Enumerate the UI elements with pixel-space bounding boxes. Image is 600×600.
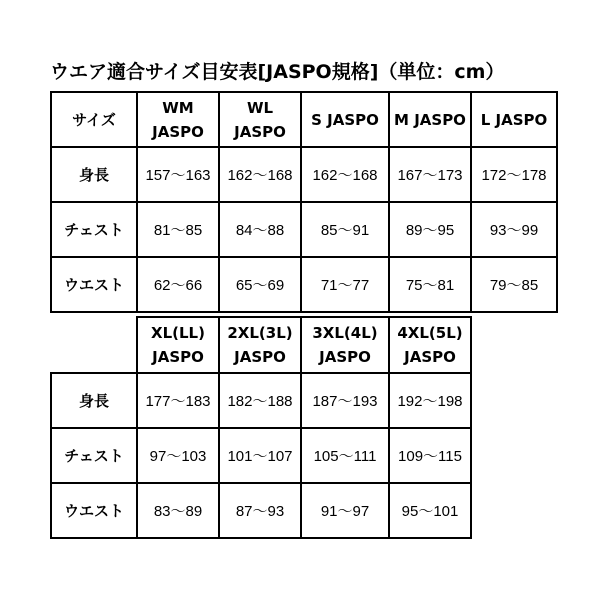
header-line-2: JASPO	[234, 122, 286, 141]
size-header-xl	[137, 317, 219, 373]
table-row	[51, 257, 557, 312]
table-cell: 162〜168	[219, 147, 301, 202]
row-label-height: 身長	[51, 373, 137, 428]
size-header-4xl	[389, 317, 471, 373]
table-cell: 91〜97	[301, 483, 389, 538]
table-cell: 81〜85	[137, 202, 219, 257]
table-row	[51, 202, 557, 257]
header-line-2: JASPO	[234, 348, 286, 366]
header-line-2: JASPO	[152, 122, 204, 141]
row-label-height: 身長	[51, 147, 137, 202]
table-cell: 192〜198	[389, 373, 471, 428]
table-cell: 62〜66	[137, 257, 219, 312]
header-row	[51, 317, 471, 373]
table-cell: 187〜193	[301, 373, 389, 428]
header-line-2: JASPO	[404, 348, 456, 366]
size-header-s: S JASPO	[301, 92, 389, 147]
row-label-waist: ウエスト	[51, 257, 137, 312]
size-header-3xl	[301, 317, 389, 373]
size-header-l: L JASPO	[471, 92, 557, 147]
size-header-2xl	[219, 317, 301, 373]
table-cell: 71〜77	[301, 257, 389, 312]
header-line-1: 2XL(3L)	[227, 324, 293, 342]
table-cell: 97〜103	[137, 428, 219, 483]
size-header-m: M JASPO	[389, 92, 471, 147]
table-cell: 95〜101	[389, 483, 471, 538]
size-header-wl	[219, 92, 301, 147]
header-line-2: JASPO	[319, 348, 371, 366]
table-cell: 85〜91	[301, 202, 389, 257]
size-table-1	[50, 91, 558, 313]
table-cell: 75〜81	[389, 257, 471, 312]
table-cell: 84〜88	[219, 202, 301, 257]
table-cell: 182〜188	[219, 373, 301, 428]
table-cell: 79〜85	[471, 257, 557, 312]
table-cell: 177〜183	[137, 373, 219, 428]
row-label-chest: チェスト	[51, 202, 137, 257]
table-row	[51, 147, 557, 202]
table-cell: 109〜115	[389, 428, 471, 483]
row-label-waist: ウエスト	[51, 483, 137, 538]
table-cell: 157〜163	[137, 147, 219, 202]
table-cell: 162〜168	[301, 147, 389, 202]
header-line-1: WL	[246, 98, 274, 117]
table-row	[51, 483, 471, 538]
row-label-chest: チェスト	[51, 428, 137, 483]
header-line-2: JASPO	[152, 348, 204, 366]
table-row	[51, 428, 471, 483]
table-row	[51, 373, 471, 428]
table-cell: 87〜93	[219, 483, 301, 538]
header-row	[51, 92, 557, 147]
table-cell: 101〜107	[219, 428, 301, 483]
table-cell: 105〜111	[301, 428, 389, 483]
table-cell: 83〜89	[137, 483, 219, 538]
table-cell: 89〜95	[389, 202, 471, 257]
table-cell: 93〜99	[471, 202, 557, 257]
header-line-1: 3XL(4L)	[312, 324, 378, 342]
corner-header: サイズ	[51, 92, 137, 147]
size-table-2	[50, 316, 472, 539]
chart-title: ウエア適合サイズ目安表[JASPO規格]（単位：cm）	[50, 61, 505, 83]
header-line-1: 4XL(5L)	[397, 324, 463, 342]
table-cell: 167〜173	[389, 147, 471, 202]
size-header-wm	[137, 92, 219, 147]
table-cell: 172〜178	[471, 147, 557, 202]
header-line-1: WM	[162, 98, 194, 117]
table-cell: 65〜69	[219, 257, 301, 312]
header-line-1: XL(LL)	[151, 324, 205, 342]
empty-corner	[51, 317, 137, 373]
